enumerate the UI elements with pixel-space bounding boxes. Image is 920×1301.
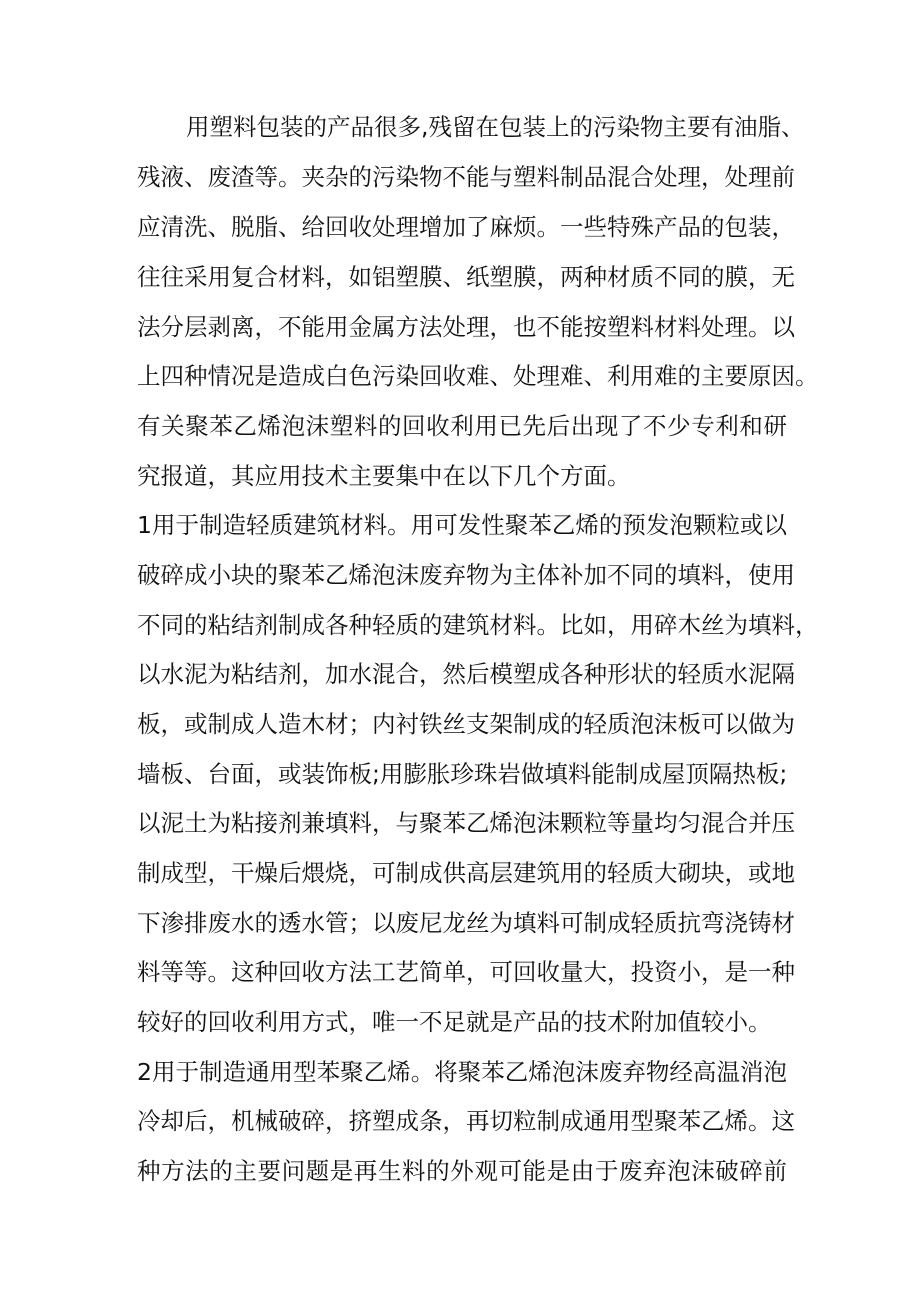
text-line: 究报道，其应用技术主要集中在以下几个方面。 <box>137 462 631 490</box>
text-line: 2用于制造通用型苯聚乙烯。将聚苯乙烯泡沫废弃物经高温消泡 <box>137 1058 787 1086</box>
text-line: 法分层剥离，不能用金属方法处理，也不能按塑料材料处理。以 <box>137 313 795 341</box>
text-line: 冷却后，机械破碎，挤塑成条，再切粒制成通用型聚苯乙烯。这 <box>137 1107 795 1135</box>
text-line: 残液、废渣等。夹杂的污染物不能与塑料制品混合处理，处理前 <box>137 163 795 191</box>
text-line: 墙板、台面，或装饰板;用膨胀珍珠岩做填料能制成屋顶隔热板; <box>137 760 788 788</box>
text-line: 以水泥为粘结剂，加水混合，然后模塑成各种形状的轻质水泥隔 <box>137 660 795 688</box>
text-line: 1用于制造轻质建筑材料。用可发性聚苯乙烯的预发泡颗粒或以 <box>137 511 787 539</box>
text-line: 制成型，干燥后煨烧，可制成供高层建筑用的轻质大砌块，或地 <box>137 859 795 887</box>
text-line: 不同的粘结剂制成各种轻质的建筑材料。比如，用碎木丝为填料， <box>137 611 819 639</box>
text-line: 往往采用复合材料，如铝塑膜、纸塑膜，两种材质不同的膜，无 <box>137 263 795 291</box>
text-line: 较好的回收利用方式，唯一不足就是产品的技术附加值较小。 <box>137 1008 772 1036</box>
text-line: 应清洗、脱脂、给回收处理增加了麻烦。一些特殊产品的包装， <box>137 213 795 241</box>
text-line: 料等等。这种回收方法工艺简单，可回收量大，投资小，是一种 <box>137 958 795 986</box>
text-line: 下渗排废水的透水管；以废尼龙丝为填料可制成轻质抗弯浇铸材 <box>137 909 795 937</box>
text-line: 以泥土为粘接剂兼填料，与聚苯乙烯泡沫颗粒等量均匀混合并压 <box>137 809 795 837</box>
text-line: 板，或制成人造木材；内衬铁丝支架制成的轻质泡沫板可以做为 <box>137 710 795 738</box>
text-line: 破碎成小块的聚苯乙烯泡沫废弃物为主体补加不同的填料，使用 <box>137 561 795 589</box>
text-line: 上四种情况是造成白色污染回收难、处理难、利用难的主要原因。 <box>137 362 819 390</box>
text-line: 用塑料包装的产品很多,残留在包装上的污染物主要有油脂、 <box>186 113 805 141</box>
text-line: 有关聚苯乙烯泡沫塑料的回收利用已先后出现了不少专利和研 <box>137 412 787 440</box>
text-line: 种方法的主要问题是再生料的外观可能是由于废弃泡沫破碎前 <box>137 1157 787 1185</box>
